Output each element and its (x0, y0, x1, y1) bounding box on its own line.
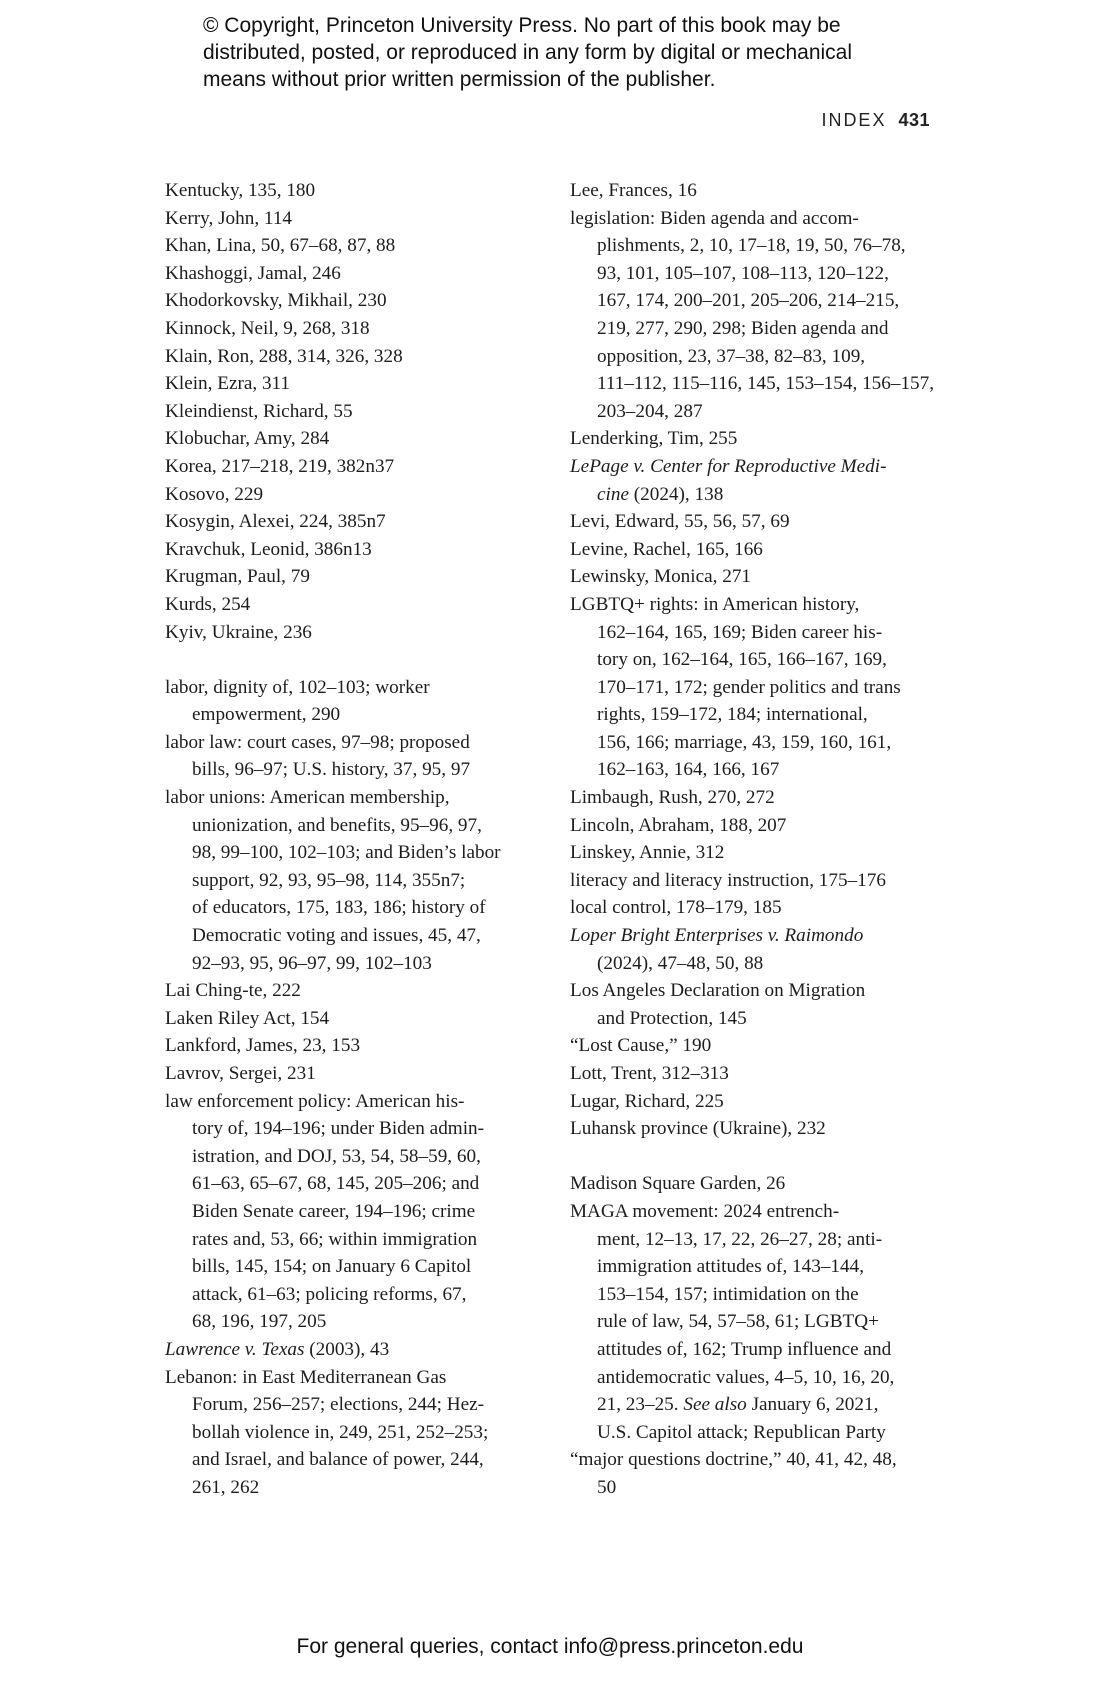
copyright-line: © Copyright, Princeton University Press. No part of this book may be (203, 14, 841, 37)
entry-text: Lavrov, Sergei, 231 (165, 1063, 316, 1084)
index-entry (570, 784, 940, 812)
index-entry (165, 370, 535, 398)
entry-text: Forum, 256–257; elections, 244; Hez- (192, 1394, 485, 1416)
index-entry-continuation (165, 1446, 535, 1474)
entry-text: istration, and DOJ, 53, 54, 58–59, 60, (192, 1145, 481, 1167)
index-entry-continuation (570, 619, 940, 647)
entry-text: and Protection, 145 (597, 1007, 747, 1029)
entry-text: Kleindienst, Richard, 55 (165, 400, 353, 422)
entry-text: Korea, 217–218, 219, 382n37 (165, 455, 395, 477)
index-entry-continuation (165, 839, 535, 867)
index-entry-continuation (570, 232, 940, 260)
entry-text: labor unions: American membership, (165, 787, 450, 809)
case-title: cine (597, 483, 629, 505)
index-entry (570, 508, 940, 536)
entry-text: 92–93, 95, 96–97, 99, 102–103 (192, 952, 432, 974)
entry-text: Democratic voting and issues, 45, 47, (192, 925, 481, 947)
entry-text: 203–204, 287 (597, 400, 703, 422)
index-entry-continuation (165, 1198, 535, 1226)
index-column-right (570, 177, 940, 1502)
index-entry (165, 1364, 535, 1392)
entry-text: Lee, Frances, 16 (570, 180, 697, 201)
index-entry-continuation (165, 922, 535, 950)
index-entry (570, 591, 940, 619)
entry-text: 156, 166; marriage, 43, 159, 160, 161, (597, 731, 892, 753)
index-entry-continuation (165, 1143, 535, 1171)
index-entry (165, 619, 535, 647)
footer-contact: For general queries, contact info@press.princeton.edu (296, 1635, 804, 1658)
entry-text: Lai Ching-te, 222 (165, 980, 301, 1002)
index-entry-continuation (165, 1391, 535, 1419)
copyright-notice (203, 12, 963, 93)
entry-text: 162–163, 164, 166, 167 (597, 759, 780, 781)
index-entry (165, 784, 535, 812)
index-entry-continuation (570, 370, 940, 398)
case-title: Loper Bright Enterprises v. Raimondo (570, 925, 864, 947)
index-entry-continuation (165, 1474, 535, 1502)
entry-text: 167, 174, 200–201, 205–206, 214–215, (597, 290, 900, 312)
entry-text: Klobuchar, Amy, 284 (165, 428, 330, 450)
index-entry-continuation (165, 1308, 535, 1336)
index-entry-continuation (165, 1419, 535, 1447)
entry-text: Lenderking, Tim, 255 (570, 428, 738, 450)
index-entry (165, 729, 535, 757)
index-entry-continuation (165, 894, 535, 922)
entry-text: labor, dignity of, 102–103; worker (165, 676, 430, 698)
index-entry (165, 563, 535, 591)
index-entry (570, 812, 940, 840)
entry-text: Kyiv, Ukraine, 236 (165, 621, 312, 643)
section-title: INDEX (821, 110, 887, 130)
entry-text: bills, 96–97; U.S. history, 37, 95, 97 (192, 759, 471, 781)
entry-text: 61–63, 65–67, 68, 145, 205–206; and (192, 1173, 480, 1195)
copyright-line: means without prior written permission of the publisher. (203, 68, 716, 91)
index-entry (570, 536, 940, 564)
index-entry (165, 425, 535, 453)
index-spacer (165, 646, 535, 674)
entry-text: law enforcement policy: American his- (165, 1090, 465, 1112)
entry-text: antidemocratic values, 4–5, 10, 16, 20, (597, 1366, 895, 1388)
entry-text: Khodorkovsky, Mikhail, 230 (165, 290, 387, 312)
entry-text: legislation: Biden agenda and accom- (570, 207, 859, 229)
index-entry (165, 591, 535, 619)
entry-text: 98, 99–100, 102–103; and Biden’s labor (192, 842, 501, 864)
entry-text: Khashoggi, Jamal, 246 (165, 262, 341, 284)
entry-text: Madison Square Garden, 26 (570, 1173, 786, 1195)
index-entry (570, 1446, 940, 1474)
entry-text: Biden Senate career, 194–196; crime (192, 1200, 476, 1222)
entry-text: Lebanon: in East Mediterranean Gas (165, 1366, 447, 1388)
entry-text: Lott, Trent, 312–313 (570, 1063, 729, 1084)
entry-text: “Lost Cause,” 190 (570, 1035, 712, 1057)
see-also: See also (683, 1394, 747, 1416)
index-entry-continuation (165, 950, 535, 978)
index-entry (165, 232, 535, 260)
entry-text: literacy and literacy instruction, 175–176 (570, 869, 886, 891)
index-entry-continuation (570, 701, 940, 729)
index-entry (570, 867, 940, 895)
entry-text: Kosovo, 229 (165, 483, 264, 505)
entry-text: Levi, Edward, 55, 56, 57, 69 (570, 511, 790, 533)
index-entry (570, 453, 940, 481)
index-entry-continuation (570, 1364, 940, 1392)
index-entry (165, 287, 535, 315)
entry-text: 21, 23–25. (597, 1394, 684, 1416)
index-entry-continuation (165, 1226, 535, 1254)
entry-text: plishments, 2, 10, 17–18, 19, 50, 76–78, (597, 235, 906, 257)
entry-text: Krugman, Paul, 79 (165, 566, 310, 588)
entry-text: Linskey, Annie, 312 (570, 842, 725, 864)
entry-text: Klain, Ron, 288, 314, 326, 328 (165, 345, 403, 367)
entry-text: Lugar, Richard, 225 (570, 1090, 724, 1112)
index-spacer (570, 1143, 940, 1171)
entry-text: opposition, 23, 37–38, 82–83, 109, (597, 345, 866, 367)
entry-text: and Israel, and balance of power, 244, (192, 1449, 484, 1471)
entry-text: local control, 178–179, 185 (570, 897, 782, 919)
entry-text: Levine, Rachel, 165, 166 (570, 538, 763, 560)
index-entry-continuation (570, 398, 940, 426)
index-entry (570, 205, 940, 233)
index-entry (570, 1115, 940, 1143)
entry-text: Kinnock, Neil, 9, 268, 318 (165, 317, 370, 339)
index-entry-continuation (570, 950, 940, 978)
index-entry (165, 508, 535, 536)
index-entry-continuation (165, 812, 535, 840)
entry-text: Kurds, 254 (165, 593, 251, 615)
index-entry (570, 177, 940, 205)
entry-text: LGBTQ+ rights: in American history, (570, 593, 860, 615)
entry-text: Laken Riley Act, 154 (165, 1007, 330, 1029)
index-entry-continuation (570, 481, 940, 509)
index-entry (570, 977, 940, 1005)
index-entry (165, 1005, 535, 1033)
index-entry-continuation (570, 1281, 940, 1309)
index-entry-continuation (165, 867, 535, 895)
entry-text: tory on, 162–164, 165, 166–167, 169, (597, 649, 887, 671)
entry-text: bills, 145, 154; on January 6 Capitol (192, 1256, 472, 1278)
index-entry-continuation (570, 756, 940, 784)
index-entry (570, 1198, 940, 1226)
index-entry (570, 1060, 940, 1088)
entry-text: rights, 159–172, 184; international, (597, 704, 868, 726)
entry-text: immigration attitudes of, 143–144, (597, 1256, 864, 1278)
entry-text: 111–112, 115–116, 145, 153–154, 156–157, (597, 373, 935, 395)
entry-text: attack, 61–63; policing reforms, 67, (192, 1283, 467, 1305)
index-entry-continuation (570, 1308, 940, 1336)
index-entry-continuation (570, 646, 940, 674)
index-entry (165, 205, 535, 233)
index-entry (165, 1336, 535, 1364)
entry-text: Lankford, James, 23, 153 (165, 1035, 361, 1057)
index-entry (165, 1060, 535, 1088)
index-entry (570, 425, 940, 453)
index-entry-continuation (570, 260, 940, 288)
entry-text: 93, 101, 105–107, 108–113, 120–122, (597, 262, 889, 284)
index-entry-continuation (165, 701, 535, 729)
entry-text: Kosygin, Alexei, 224, 385n7 (165, 511, 386, 533)
entry-text: MAGA movement: 2024 entrench- (570, 1200, 840, 1222)
entry-text: Kentucky, 135, 180 (165, 180, 316, 201)
index-entry-continuation (165, 1115, 535, 1143)
entry-text: 261, 262 (192, 1476, 260, 1498)
entry-text: support, 92, 93, 95–98, 114, 355n7; (192, 869, 466, 891)
index-entry-continuation (570, 315, 940, 343)
entry-text: (2003), 43 (304, 1338, 390, 1360)
index-entry-continuation (570, 1226, 940, 1254)
entry-text: “major questions doctrine,” 40, 41, 42, 48, (570, 1449, 897, 1471)
entry-text: of educators, 175, 183, 186; history of (192, 897, 486, 919)
entry-text: attitudes of, 162; Trump influence and (597, 1338, 892, 1360)
case-title: LePage v. Center for Reproductive Medi- (570, 455, 887, 477)
index-entry (165, 977, 535, 1005)
index-entry-continuation (570, 729, 940, 757)
index-entry (570, 1170, 940, 1198)
index-entry (165, 1032, 535, 1060)
entry-text: 68, 196, 197, 205 (192, 1311, 327, 1333)
index-entry (570, 922, 940, 950)
entry-text: Klein, Ezra, 311 (165, 373, 291, 395)
entry-text: Limbaugh, Rush, 270, 272 (570, 787, 775, 809)
index-entry (165, 536, 535, 564)
entry-text: Luhansk province (Ukraine), 232 (570, 1118, 826, 1140)
entry-text: 162–164, 165, 169; Biden career his- (597, 621, 883, 643)
index-entry-continuation (165, 1170, 535, 1198)
entry-text: Kravchuk, Leonid, 386n13 (165, 538, 372, 560)
index-entry-continuation (570, 1419, 940, 1447)
index-entry-continuation (570, 343, 940, 371)
entry-text: 50 (597, 1476, 617, 1498)
copyright-line: distributed, posted, or reproduced in any form by digital or mechanical (203, 41, 853, 64)
entry-text: tory of, 194–196; under Biden admin- (192, 1118, 485, 1140)
entry-text: U.S. Capitol attack; Republican Party (597, 1421, 886, 1443)
entry-text: Lincoln, Abraham, 188, 207 (570, 814, 787, 836)
entry-text: (2024), 47–48, 50, 88 (597, 952, 764, 974)
index-entry-continuation (165, 756, 535, 784)
index-column-left (165, 177, 535, 1502)
index-entry-continuation (570, 674, 940, 702)
entry-text: Kerry, John, 114 (165, 207, 293, 229)
index-entry (165, 1088, 535, 1116)
index-entry-continuation (165, 1253, 535, 1281)
entry-text: (2024), 138 (628, 483, 724, 505)
index-entry (165, 343, 535, 371)
entry-text: 219, 277, 290, 298; Biden agenda and (597, 317, 889, 339)
index-entry-continuation (165, 1281, 535, 1309)
entry-text: Lewinsky, Monica, 271 (570, 566, 752, 588)
index-entry (165, 481, 535, 509)
index-entry (570, 563, 940, 591)
index-entry-continuation (570, 1474, 940, 1502)
page-number: 431 (898, 110, 930, 130)
index-entry (570, 894, 940, 922)
case-title: Lawrence v. Texas (165, 1338, 305, 1360)
index-entry-continuation (570, 287, 940, 315)
index-entry (165, 177, 535, 205)
running-head (700, 110, 930, 131)
index-entry (570, 1088, 940, 1116)
entry-text: 153–154, 157; intimidation on the (597, 1283, 859, 1305)
entry-text: January 6, 2021, (746, 1394, 879, 1416)
index-entry (165, 315, 535, 343)
index-entry-continuation (570, 1253, 940, 1281)
entry-text: unionization, and benefits, 95–96, 97, (192, 814, 482, 836)
index-entry (165, 674, 535, 702)
index-entry (165, 453, 535, 481)
entry-text: empowerment, 290 (192, 704, 341, 726)
entry-text: Khan, Lina, 50, 67–68, 87, 88 (165, 235, 396, 257)
entry-text: labor law: court cases, 97–98; proposed (165, 731, 470, 753)
index-entry-continuation (570, 1005, 940, 1033)
index-entry (165, 260, 535, 288)
index-entry-continuation (570, 1391, 940, 1419)
index-entry (165, 398, 535, 426)
index-entry-continuation (570, 1336, 940, 1364)
entry-text: ment, 12–13, 17, 22, 26–27, 28; anti- (597, 1228, 883, 1250)
entry-text: Los Angeles Declaration on Migration (570, 980, 866, 1002)
entry-text: 170–171, 172; gender politics and trans (597, 676, 901, 698)
index-entry (570, 1032, 940, 1060)
entry-text: rates and, 53, 66; within immigration (192, 1228, 478, 1250)
entry-text: rule of law, 54, 57–58, 61; LGBTQ+ (597, 1311, 879, 1333)
entry-text: bollah violence in, 249, 251, 252–253; (192, 1421, 489, 1443)
index-entry (570, 839, 940, 867)
